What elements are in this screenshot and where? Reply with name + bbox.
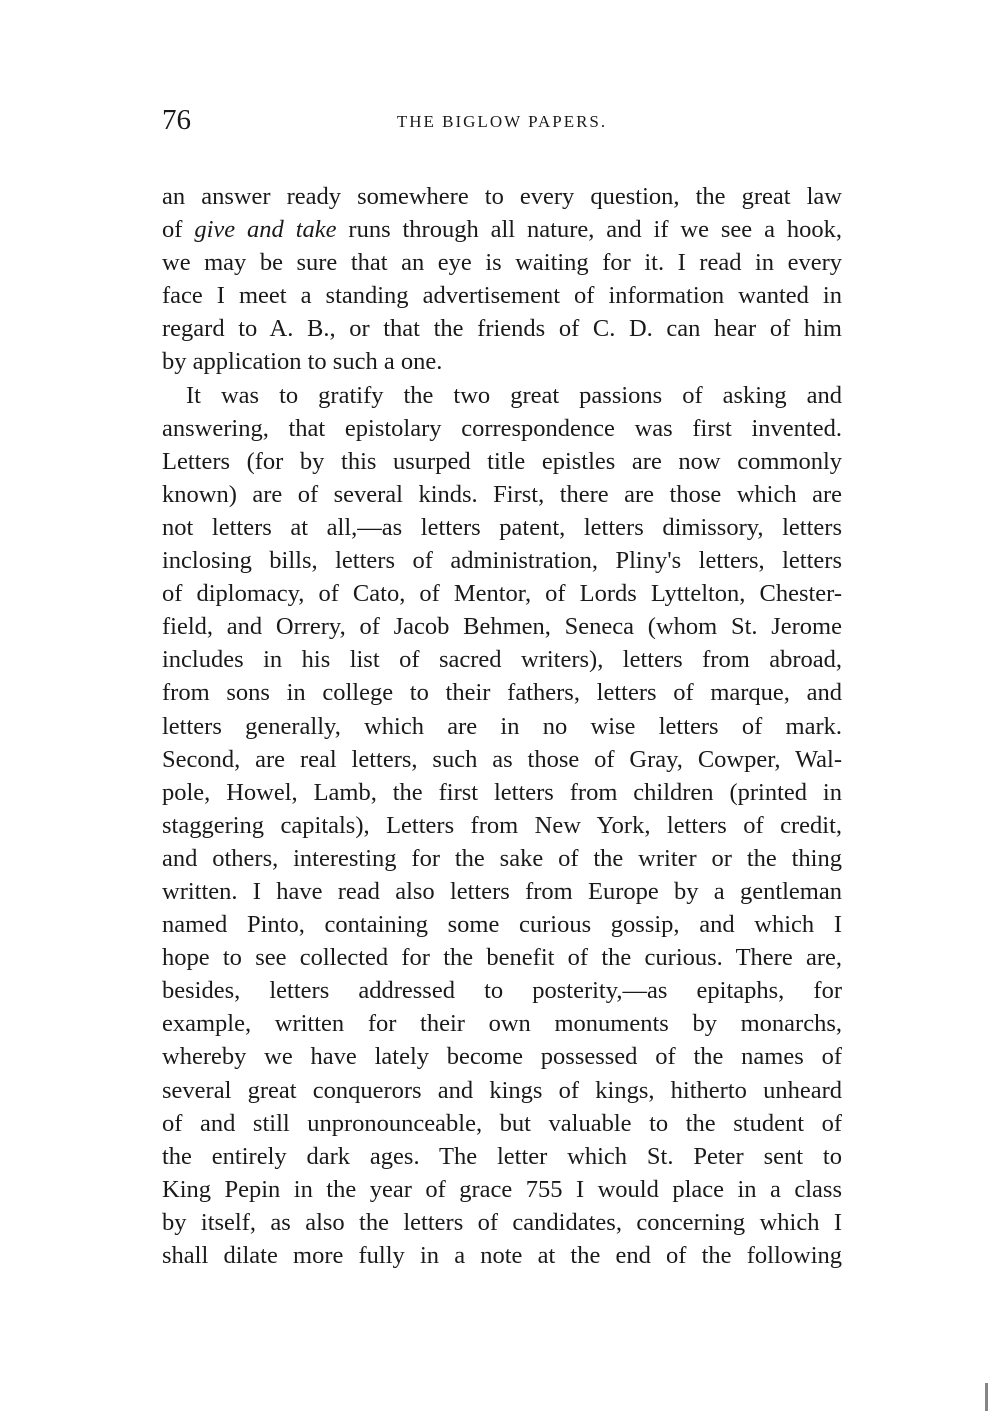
- text-line: includes in his list of sacred writers), letters from abroad,: [162, 646, 842, 674]
- text-line: of diplomacy, of Cato, of Mentor, of Lords Lyttelton, Chester-: [162, 580, 842, 608]
- text-line: written. I have read also letters from Europe by a gentleman: [162, 877, 842, 905]
- text-line: besides, letters addressed to posterity,—as epitaphs, for: [162, 977, 842, 1005]
- text-line: from sons in college to their fathers, letters of marque, and: [162, 679, 842, 707]
- text-line: Second, are real letters, such as those of Gray, Cowper, Wal-: [162, 745, 842, 773]
- text-line: named Pinto, containing some curious gossip, and which I: [162, 911, 842, 939]
- text-line: we may be sure that an eye is waiting for it. I read in every: [162, 249, 842, 277]
- text-line: an answer ready somewhere to every question, the great law: [162, 183, 842, 210]
- text-line: example, written for their own monuments by monarchs,: [162, 1010, 842, 1038]
- page-number: 76: [162, 104, 191, 136]
- text-line: Letters (for by this usurped title epistles are now commonly: [162, 447, 842, 475]
- running-head: THE BIGLOW PAPERS.: [396, 112, 608, 131]
- text-line: [162, 213, 842, 246]
- text-line: whereby we have lately become possessed of the names of: [162, 1043, 842, 1071]
- text-line: of and still unpronounceable, but valuable to the student of: [162, 1109, 842, 1137]
- text-line: the entirely dark ages. The letter which St. Peter sent to: [162, 1142, 842, 1170]
- text-line: inclosing bills, letters of administration, Pliny's letters, letters: [162, 547, 842, 575]
- text-fragment: of: [162, 216, 195, 244]
- text-line: known) are of several kinds. First, there are those which are: [162, 480, 842, 508]
- page-edge-mark: [985, 1383, 988, 1411]
- text-line: King Pepin in the year of grace 755 I would place in a class: [162, 1175, 842, 1203]
- text-line: several great conquerors and kings of kings, hitherto unheard: [162, 1076, 842, 1104]
- text-line: hope to see collected for the benefit of the curious. There are,: [162, 944, 842, 972]
- text-line: by itself, as also the letters of candidates, concerning which I: [162, 1208, 842, 1236]
- text-line: It was to gratify the two great passions of asking and: [186, 381, 842, 409]
- italic-phrase: give and take: [194, 216, 337, 244]
- text-line: letters generally, which are in no wise letters of mark.: [162, 712, 842, 740]
- page-header: [162, 100, 842, 140]
- text-line: not letters at all,—as letters patent, letters dimissory, letters: [162, 513, 842, 541]
- text-line: staggering capitals), Letters from New York, letters of credit,: [162, 811, 842, 839]
- text-line: regard to A. B., or that the friends of C. D. can hear of him: [162, 315, 842, 343]
- text-line: answering, that epistolary correspondence was first invented.: [162, 414, 842, 442]
- text-line: pole, Howel, Lamb, the first letters from children (printed in: [162, 778, 842, 806]
- text-line: field, and Orrery, of Jacob Behmen, Seneca (whom St. Jerome: [162, 613, 842, 641]
- text-line: face I meet a standing advertisement of information wanted in: [162, 282, 842, 310]
- text-fragment: runs through all nature, and if we see a hook,: [348, 216, 842, 244]
- text-line: by application to such a one.: [162, 348, 443, 376]
- text-line: and others, interesting for the sake of the writer or the thing: [162, 844, 842, 872]
- text-line: shall dilate more fully in a note at the end of the following: [162, 1242, 842, 1269]
- body-text: [162, 180, 842, 1272]
